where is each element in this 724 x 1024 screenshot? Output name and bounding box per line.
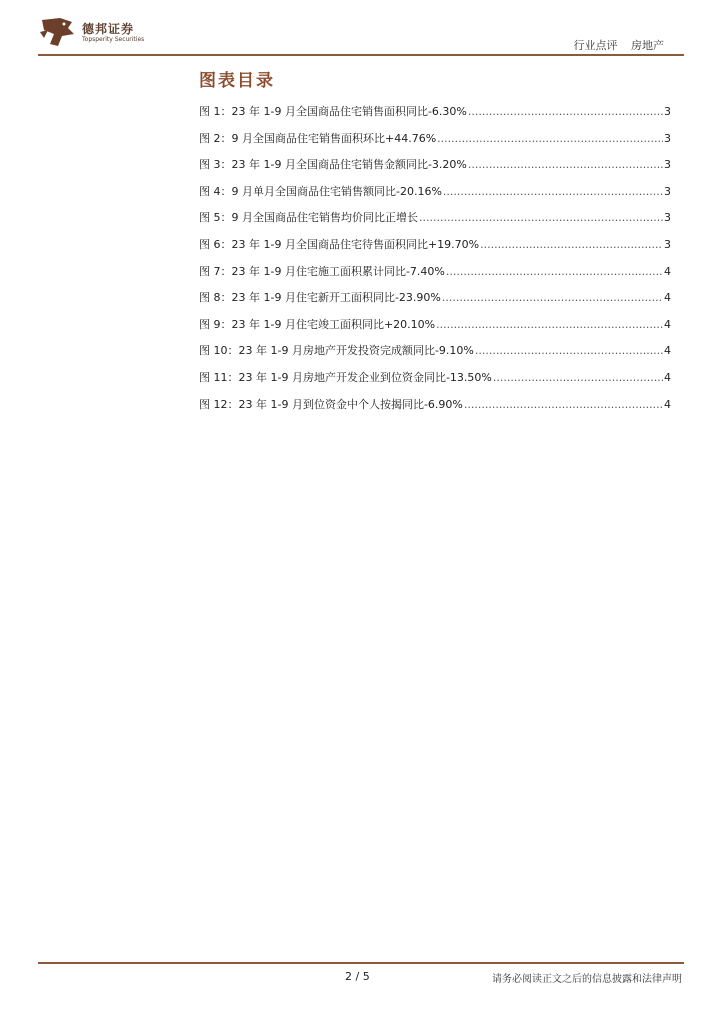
toc-entry-page: 3 (664, 105, 671, 118)
toc-entry[interactable] (199, 130, 671, 157)
toc-leader-dots (493, 371, 663, 384)
toc-leader-dots (419, 211, 663, 224)
toc-entry-page: 3 (664, 158, 671, 172)
toc-entry-label: 图 11：23 年 1-9 月房地产开发企业到位资金同比-13.50% (199, 370, 492, 384)
toc-entry-label: 图 8：23 年 1-9 月住宅新开工面积同比-23.90% (199, 291, 441, 305)
toc-entry-label: 图 6：23 年 1-9 月全国商品住宅待售面积同比+19.70% (199, 237, 480, 251)
toc-entry[interactable] (199, 289, 671, 316)
toc-leader-dots (468, 158, 663, 171)
toc-entry-label: 图 1：23 年 1-9 月全国商品住宅销售面积同比-6.30% (199, 105, 467, 118)
header-tags (574, 37, 665, 53)
toc-entry-page: 4 (664, 370, 671, 384)
toc-entry-page: 3 (664, 184, 671, 198)
toc-entry-page: 4 (664, 317, 671, 331)
toc-entry-label: 图 9：23 年 1-9 月住宅竣工面积同比+20.10% (199, 317, 436, 331)
toc-leader-dots (443, 185, 663, 198)
logo-cn-text: 德邦证券 (82, 22, 135, 36)
toc-entry-label: 图 3：23 年 1-9 月全国商品住宅销售金额同比-3.20% (199, 158, 467, 172)
toc-leader-dots (475, 344, 663, 357)
toc-entry-label: 图 2：9 月全国商品住宅销售面积环比+44.76% (199, 131, 437, 145)
toc-entry[interactable] (199, 369, 671, 396)
page-indicator: 2 / 5 (345, 970, 370, 983)
toc-entry[interactable] (199, 316, 671, 343)
toc-leader-dots (464, 398, 663, 411)
toc-leader-dots (446, 265, 663, 278)
toc-leader-dots (437, 132, 663, 145)
toc-entry-page: 4 (664, 344, 671, 358)
topsperity-logo-icon (38, 14, 78, 50)
toc-entry-page: 4 (664, 291, 671, 305)
toc-entry[interactable] (199, 183, 671, 210)
toc-title: 图表目录 (199, 71, 275, 91)
toc-entry[interactable] (199, 103, 671, 130)
report-sector: 房地产 (631, 39, 664, 52)
toc-entry[interactable] (199, 236, 671, 263)
toc-entry-page: 3 (664, 237, 671, 251)
toc-entry-label: 图 10：23 年 1-9 月房地产开发投资完成额同比-9.10% (199, 344, 474, 358)
footer-divider (38, 962, 684, 964)
toc-entry-page: 3 (664, 211, 671, 225)
report-category: 行业点评 (573, 39, 618, 52)
toc-entry[interactable] (199, 263, 671, 290)
toc-entry-label: 图 5：9 月全国商品住宅销售均价同比正增长 (199, 211, 418, 225)
toc-leader-dots (442, 291, 663, 304)
toc-list (199, 103, 671, 422)
toc-entry[interactable] (199, 209, 671, 236)
toc-entry-page: 4 (664, 397, 671, 411)
toc-entry-page: 3 (664, 131, 671, 145)
toc-entry-label: 图 4：9 月单月全国商品住宅销售额同比-20.16% (199, 184, 442, 198)
toc-entry[interactable] (199, 342, 671, 369)
toc-entry-label: 图 12：23 年 1-9 月到位资金中个人按揭同比-6.90% (199, 397, 463, 411)
toc-leader-dots (480, 238, 663, 251)
toc-leader-dots (468, 105, 663, 118)
disclaimer-note: 请务必阅读正文之后的信息披露和法律声明 (492, 974, 682, 985)
toc-leader-dots (436, 318, 663, 331)
toc-entry[interactable] (199, 156, 671, 183)
company-logo (38, 14, 148, 50)
logo-en-text: Topsperity Securities (82, 36, 145, 43)
toc-entry-page: 4 (664, 264, 671, 278)
toc-entry-label: 图 7：23 年 1-9 月住宅施工面积累计同比-7.40% (199, 264, 445, 278)
header-divider (38, 54, 684, 56)
toc-entry[interactable] (199, 396, 671, 423)
